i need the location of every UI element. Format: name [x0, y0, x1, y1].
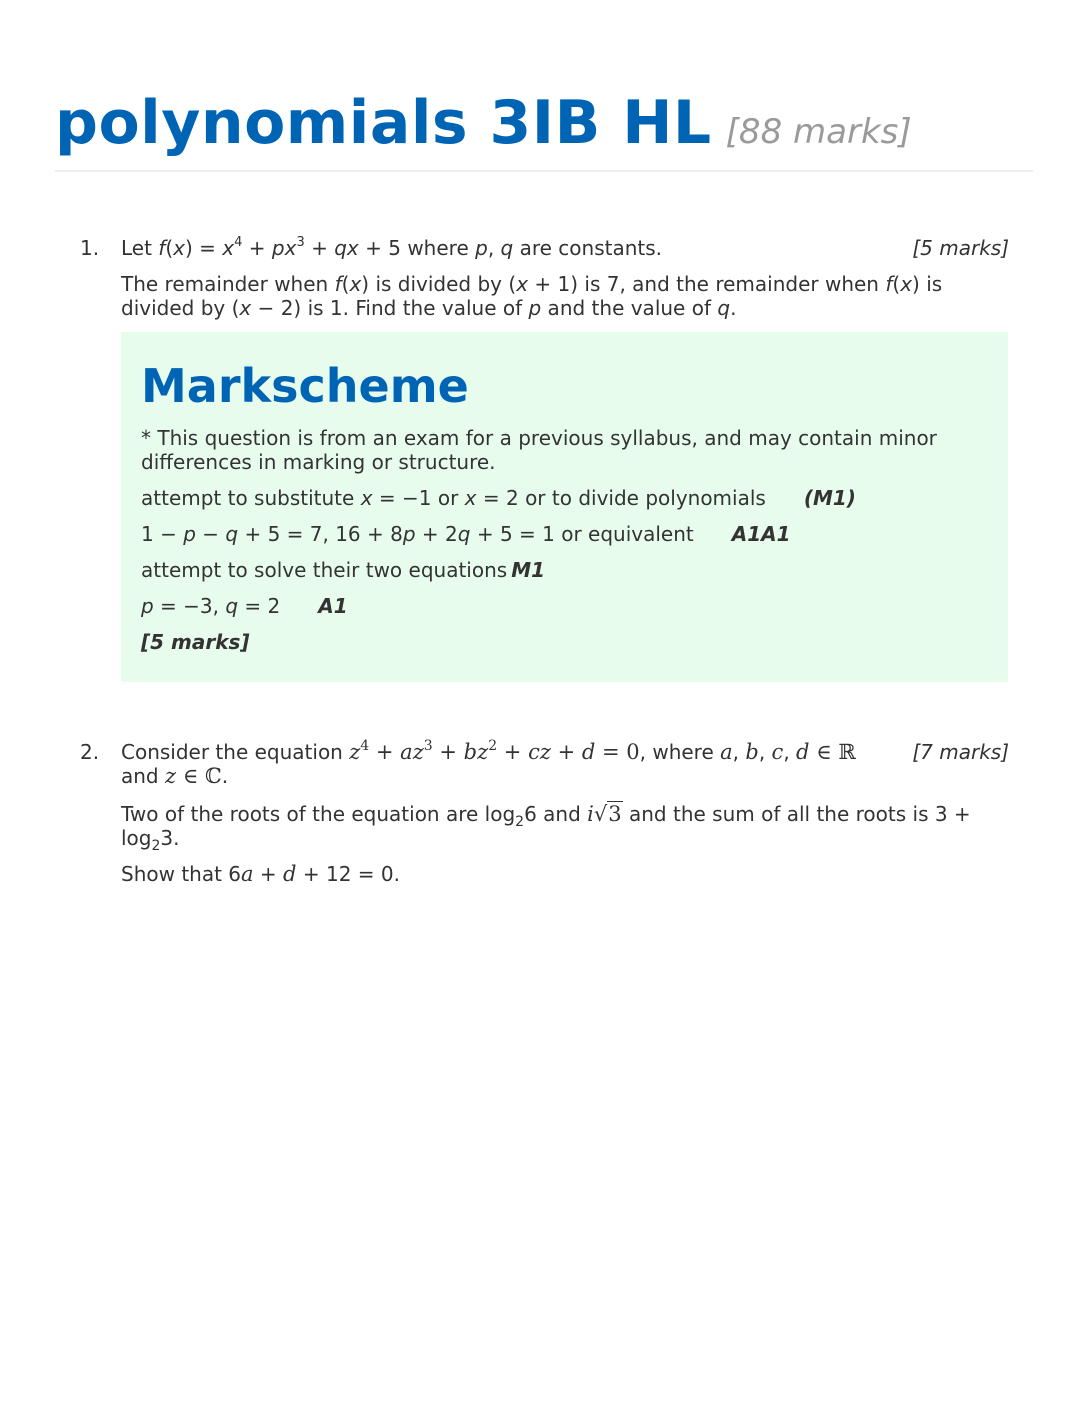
markscheme-line: attempt to solve their two equations M1	[141, 558, 546, 582]
question-number: 2.	[80, 740, 100, 764]
markscheme-note: * This question is from an exam for a previous syllabus, and may contain minor differences in marking or structure.	[141, 426, 937, 474]
markscheme-line: p = −3, q = 2 A1	[141, 594, 348, 618]
question-body	[121, 236, 1009, 682]
markscheme-total: [5 marks]	[141, 630, 250, 654]
markscheme-title: Markscheme	[141, 359, 469, 413]
page-header	[55, 88, 1033, 172]
question-text: Show that 6a + d + 12 = 0.	[121, 862, 400, 886]
question-text: The remainder when f(x) is divided by (x + 1) is 7, and the remainder when f(x) is divided by (x − 2) is 1. Find the value of p and the value of q.	[121, 272, 943, 320]
markscheme-line: 1 − p − q + 5 = 7, 16 + 8p + 2q + 5 = 1 or equivalent A1A1	[141, 522, 791, 546]
page-title: polynomials 3IB HL	[55, 88, 712, 158]
award-mark: A1A1	[731, 522, 791, 546]
question-number: 1.	[80, 236, 100, 260]
markscheme-line: attempt to substitute x = −1 or x = 2 or to divide polynomials (M1)	[141, 486, 856, 510]
question-marks: [5 marks]	[912, 236, 1009, 260]
question-stem: Let $f(x) = x^4 + px^3$ + qx + 5 where p, q are constants. [5 marks]	[121, 235, 1009, 260]
question-marks: [7 marks]	[912, 740, 1009, 764]
award-mark: A1	[318, 594, 348, 618]
markscheme-box	[121, 332, 1008, 682]
question-stem: Consider the equation $z^4 + az^3 + bz^2$ + cz + d = 0, where a, b, c, d ∈ ℝ and z ∈ ℂ. [7 marks]	[121, 738, 1009, 788]
award-mark: M1	[511, 558, 546, 582]
total-marks: [88 marks]	[725, 112, 912, 152]
question-body	[121, 740, 1009, 898]
question-text: Two of the roots of the equation are $\log_26$ and i√3 and the sum of all the roots is $3 + \log_23$.	[121, 802, 971, 854]
award-mark: (M1)	[803, 486, 856, 510]
